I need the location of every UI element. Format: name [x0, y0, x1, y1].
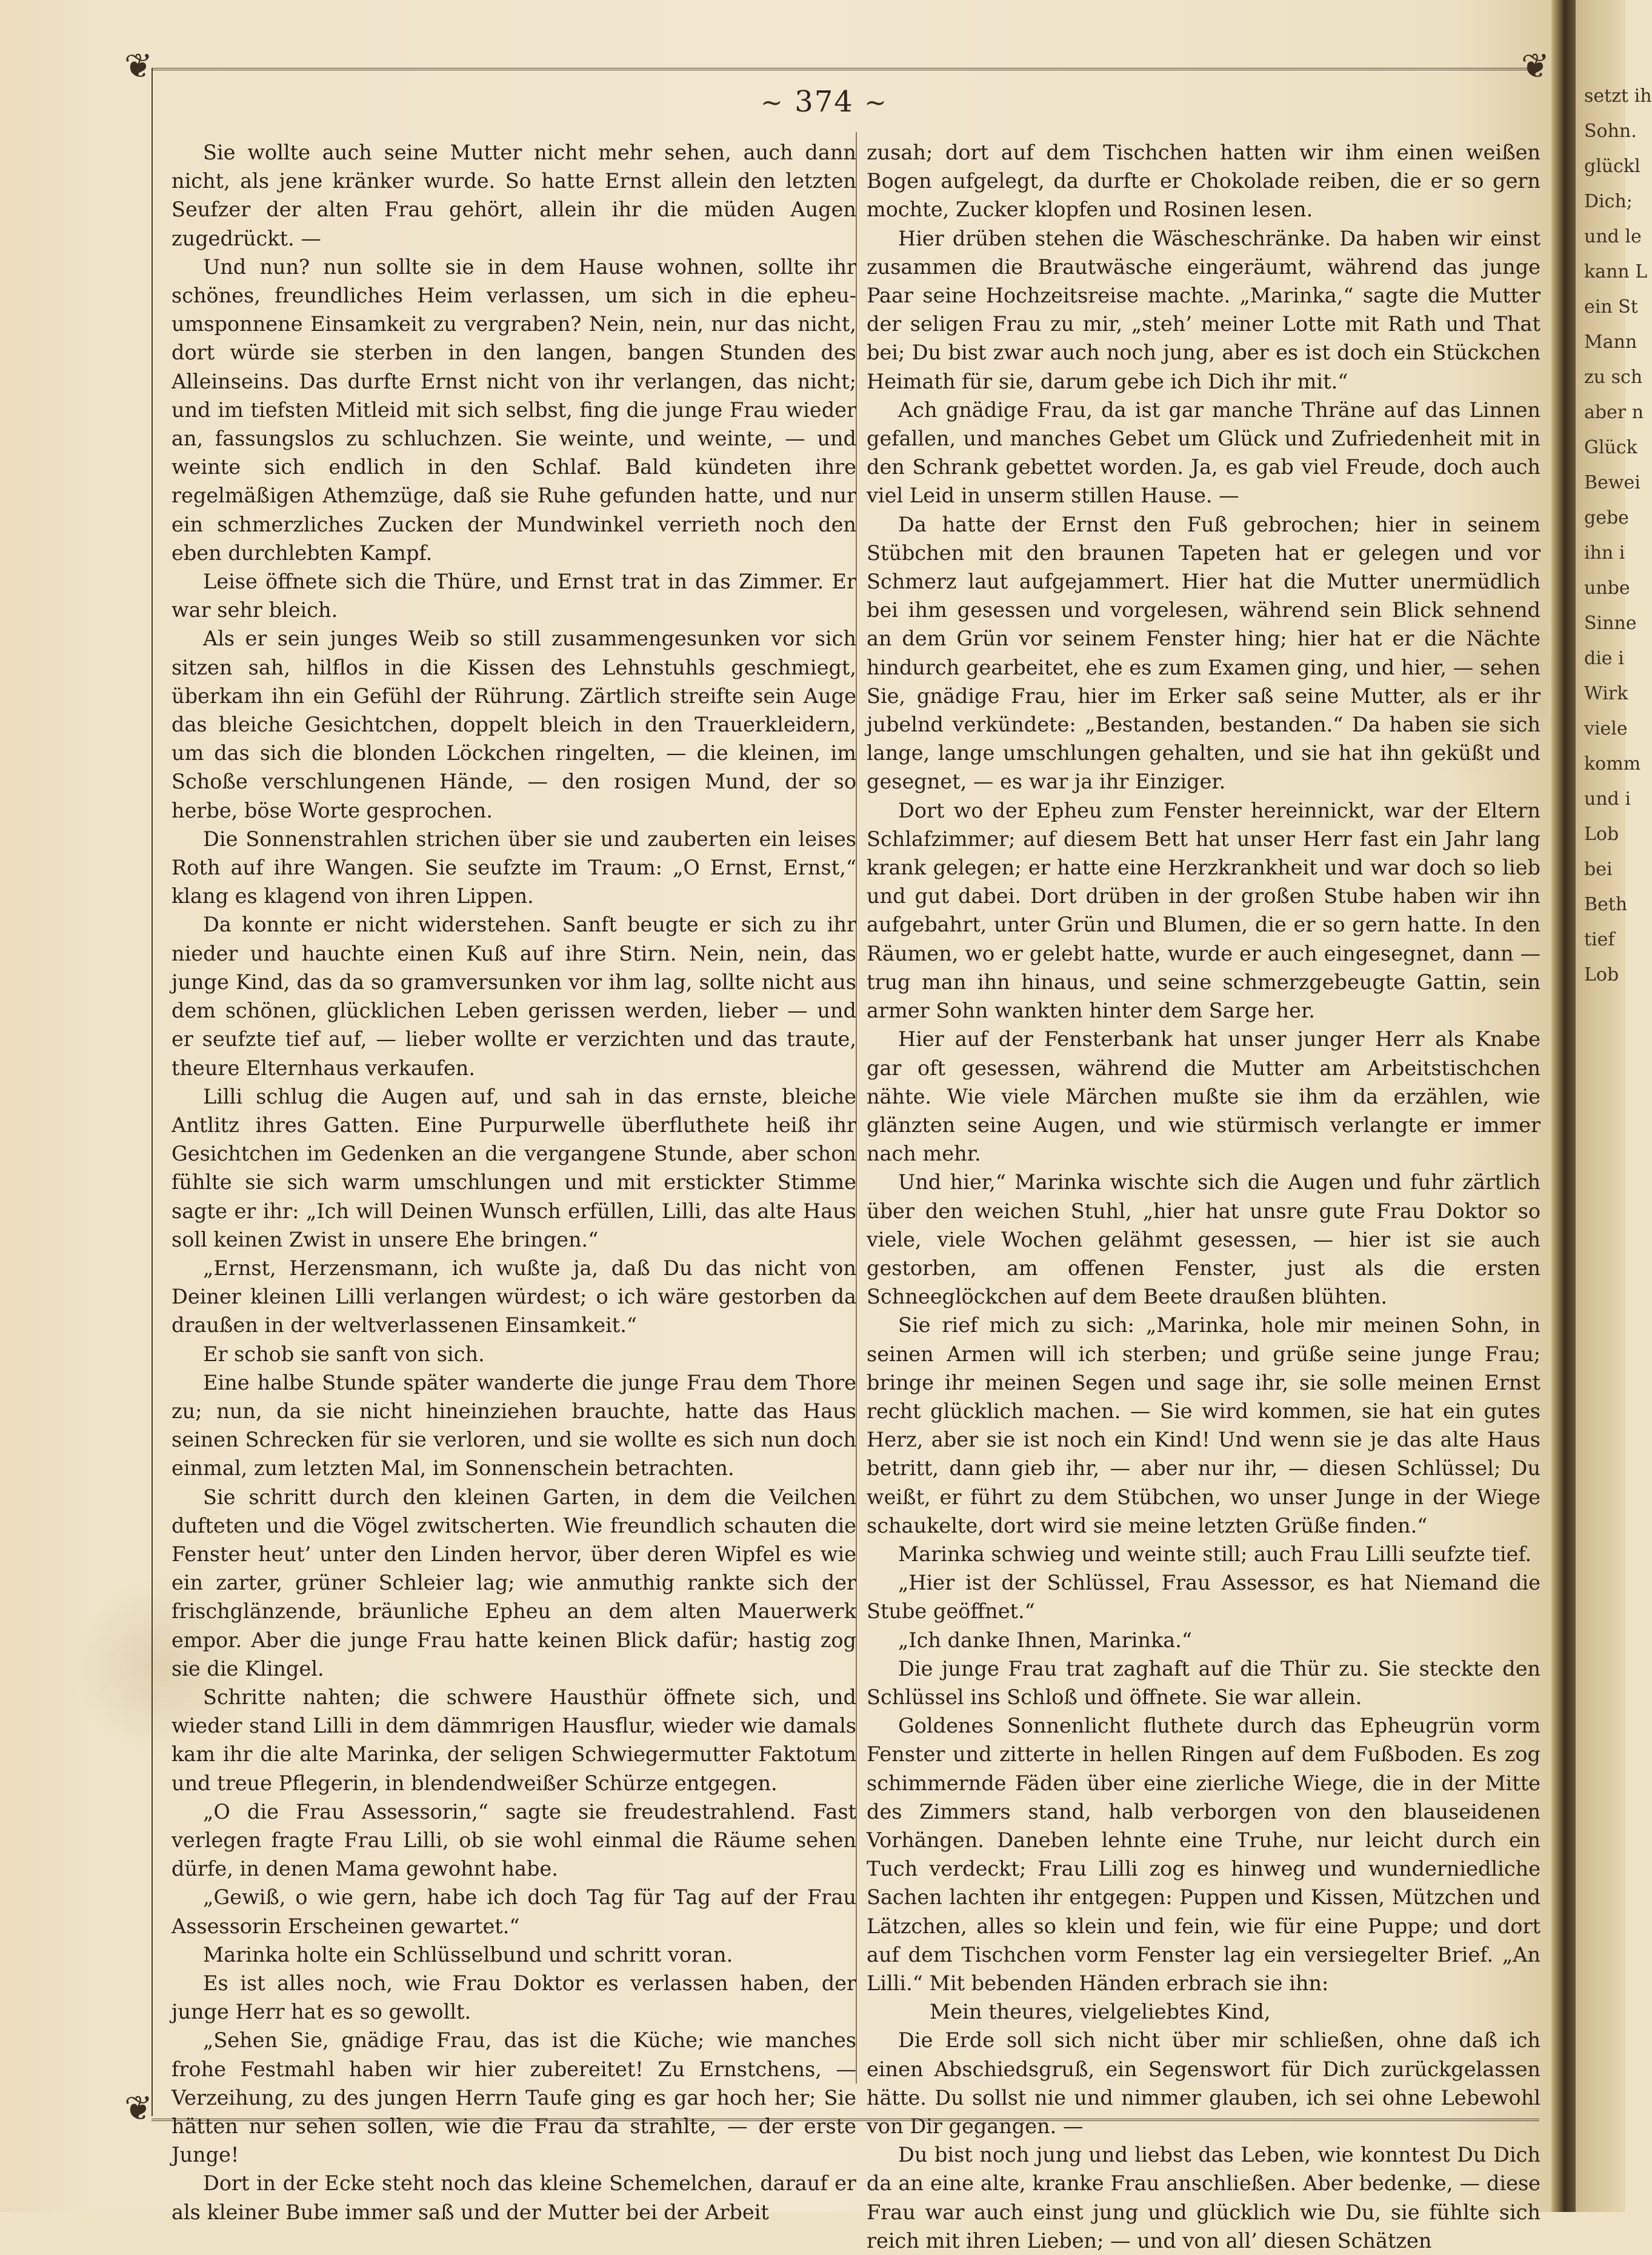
page-header — [727, 85, 921, 119]
adjacent-page-fragment: Wirk — [1584, 683, 1628, 704]
adjacent-page-fragment: und i — [1584, 788, 1631, 810]
adjacent-page-fragment: Mann — [1584, 331, 1637, 353]
paragraph: Da konnte er nicht widerstehen. Sanft beugte er sich zu ihr nieder und hauchte einen Kuß auf ihre Stirn. Nein, nein, das junge Kind, das da so gramversunken vor ihm lag, sollte nicht aus dem schönen, glücklichen Leben gerissen werden, lieber — und er seufzte tief auf, — lieber wollte er verzichten und das traute, theure Elternhaus verkaufen. — [172, 913, 856, 1080]
header-ornament-right-icon: ~ — [864, 87, 888, 118]
adjacent-page-fragment: Glück — [1584, 437, 1637, 458]
page-number: 374 — [794, 85, 854, 119]
paragraph: Da hatte der Ernst den Fuß gebrochen; hier in seinem Stübchen mit den braunen Tapeten hat er gelegen und vor Schmerz laut aufgejammert. Hier hat die Mutter unermüdlich bei ihm gesessen und vorgelesen, während sein Blick sehnend an dem Grün vor seinem Fenster hing; hier hat er die Nächte hindurch gearbeitet, ehe es zum Examen ging, und hier, — sehen Sie, gnädige Frau, hier im Erker saß seine Mutter, als er ihr jubelnd verkündete: „Bestanden, bestanden.“ Da haben sie sich lange, lange umschlungen gehalten, und sie hat ihn geküßt und gesegnet, — es war ja ihr Einziger. — [867, 512, 1540, 794]
right-text-column — [867, 138, 1540, 2255]
adjacent-page-fragment: kann L — [1584, 261, 1648, 282]
paragraph: Er schob sie sanft von sich. — [203, 1342, 485, 1366]
corner-ornament-icon: ❦ — [1521, 47, 1550, 86]
paragraph: Marinka holte ein Schlüsselbund und schritt voran. — [203, 1942, 733, 1967]
paragraph: Die junge Frau trat zaghaft auf die Thür zu. Sie steckte den Schlüssel ins Schloß und öffnete. Sie war allein. — [867, 1656, 1540, 1709]
adjacent-page-fragment: tief — [1584, 929, 1615, 950]
paragraph: Dort in der Ecke steht noch das kleine Schemelchen, darauf er als kleiner Bube immer saß und der Mutter bei der Arbeit — [172, 2171, 856, 2224]
paragraph: Als er sein junges Weib so still zusammengesunken vor sich sitzen sah, hilflos in die Kissen des Lehnstuhls geschmiegt, überkam ihn ein Gefühl der Rührung. Zärtlich streifte sein Auge das bleiche Gesichtchen, doppelt bleich in den Trauerkleidern, um das sich die blonden Löckchen ringelten, — die kleinen, im Schoße verschlungenen Hände, — den rosigen Mund, der so herbe, böse Worte gesprochen. — [172, 627, 856, 822]
adjacent-page-fragment: Dich; — [1584, 191, 1633, 212]
paragraph: „O die Frau Assessorin,“ sagte sie freudestrahlend. Fast verlegen fragte Frau Lilli, ob sie wohl einmal die Räume sehen dürfe, in denen Mama gewohnt habe. — [172, 1799, 856, 1881]
adjacent-page-fragment: zu sch — [1584, 367, 1643, 388]
adjacent-page-fragment: glückl — [1584, 156, 1640, 177]
paragraph: Sie rief mich zu sich: „Marinka, hole mir meinen Sohn, in seinen Armen will ich sterben; und grüße seine junge Frau; bringe ihr meinen Segen und sage ihr, sie solle meinen Ernst recht glücklich machen. — Sie wird kommen, sie hat ein gutes Herz, aber sie ist noch ein Kind! Und wenn sie je das alte Haus betritt, dann gieb ihr, — aber nur ihr, — diesen Schlüssel; Du weißt, er führt zu dem Stübchen, wo unser Junge in der Wiege schaukelte, dort wird sie meine letzten Grüße finden.“ — [867, 1313, 1540, 1537]
paragraph: zusah; dort auf dem Tischchen hatten wir ihm einen weißen Bogen aufgelegt, da durfte er Chokolade reiben, die er so gern mochte, Zucker klopfen und Rosinen lesen. — [867, 141, 1540, 222]
adjacent-page-edge — [1576, 0, 1652, 2212]
paragraph: Marinka schwieg und weinte still; auch Frau Lilli seufzte tief. — [898, 1542, 1532, 1566]
paragraph: Die Sonnenstrahlen strichen über sie und zauberten ein leises Roth auf ihre Wangen. Sie seufzte im Traum: „O Ernst, Ernst,“ klang es klagend von ihren Lippen. — [172, 827, 856, 908]
paragraph: Eine halbe Stunde später wanderte die junge Frau dem Thore zu; nun, da sie nicht hineinziehen brauchte, hatte das Haus seinen Schrecken für sie verloren, und sie wollte es sich nun doch einmal, zum letzten Mal, im Sonnenschein betrachten. — [172, 1370, 856, 1481]
adjacent-page-fragment: Sohn. — [1584, 121, 1637, 142]
paragraph: „Hier ist der Schlüssel, Frau Assessor, es hat Niemand die Stube geöffnet.“ — [867, 1571, 1540, 1624]
header-ornament-left-icon: ~ — [761, 87, 784, 118]
adjacent-page-fragment: ein St — [1584, 296, 1638, 318]
paragraph: Die Erde soll sich nicht über mir schließen, ohne daß ich einen Abschiedsgruß, ein Segenswort für Dich zurückgelassen hätte. Du sollst nie und nimmer glauben, ich sei ohne Lebewohl von Dir gegangen. — — [867, 2028, 1540, 2139]
paragraph: Hier auf der Fensterbank hat unser junger Herr als Knabe gar oft gesessen, während die Mutter am Arbeitstischchen nähte. Wie viele Märchen mußte sie ihm da erzählen, wie glänzten seine Augen, und wie stürmisch verlangte er immer nach mehr. — [867, 1027, 1540, 1166]
paragraph: Leise öffnete sich die Thüre, und Ernst trat in das Zimmer. Er war sehr bleich. — [172, 570, 856, 622]
adjacent-page-fragment: setzt ih — [1584, 85, 1652, 107]
paragraph: Sie schritt durch den kleinen Garten, in dem die Veilchen dufteten und die Vögel zwitscherten. Wie freundlich schauten die Fenster heut’ unter den Linden hervor, über deren Wipfel es wie ein zarter, grüner Schleier lag; wie anmuthig rankte sich der frischglänzende, bräunliche Epheu an dem alten Mauerwerk empor. Aber die junge Frau hatte keinen Blick dafür; hastig zog sie die Klingel. — [172, 1485, 856, 1680]
adjacent-page-fragment: Lob — [1584, 964, 1619, 985]
paragraph: Schritte nahten; die schwere Hausthür öffnete sich, und wieder stand Lilli in dem dämmrigen Hausflur, wieder wie damals kam ihr die alte Marinka, der seligen Schwiegermutter Faktotum und treue Pflegerin, in blendendweißer Schürze entgegen. — [172, 1685, 856, 1795]
adjacent-page-fragment: Sinne — [1584, 613, 1637, 634]
paragraph: Lilli schlug die Augen auf, und sah in das ernste, bleiche Antlitz ihres Gatten. Eine Purpurwelle überfluthete heiß ihr Gesichtchen im Gedenken an die vergangene Stunde, aber schon fühlte sie sich warm umschlungen und mit erstickter Stimme sagte er ihr: „Ich will Deinen Wunsch erfüllen, Lilli, das alte Haus soll keinen Zwist in unsere Ehe bringen.“ — [172, 1084, 856, 1251]
paragraph: „Sehen Sie, gnädige Frau, das ist die Küche; wie manches frohe Festmahl haben wir hier zubereitet! Zu Ernstchens, — Verzeihung, zu des jungen Herrn Taufe ging es gar hoch her; Sie hätten nur sehen sollen, wie die Frau da strahlte, — der erste Junge! — [172, 2028, 856, 2167]
adjacent-page-fragment: gebe — [1584, 507, 1629, 528]
paragraph: Sie wollte auch seine Mutter nicht mehr sehen, auch dann nicht, als jene kränker wurde. So hatte Ernst allein den letzten Seufzer der alten Frau gehört, allein ihr die müden Augen zugedrückt. — — [172, 141, 856, 250]
paragraph: Goldenes Sonnenlicht fluthete durch das Epheugrün vorm Fenster und zitterte in hellen Ringen auf dem Fußboden. Es zog schimmernde Fäden über eine zierliche Wiege, die in der Mitte des Zimmers stand, halb verborgen von den blauseidenen Vorhängen. Daneben lehnte eine Truhe, nur leicht durch ein Tuch verdeckt; Frau Lilli zog es hinweg und wunderniedliche Sachen lachten ihr entgegen: Puppen und Kissen, Mützchen und Lätzchen, alles so klein und fein, wie für eine Puppe; und dort auf dem Tischchen vorm Fenster lag ein versiegelter Brief. „An Lilli.“ Mit bebenden Händen erbrach sie ihn: — [867, 1714, 1540, 1995]
paragraph: Mein theures, vielgeliebtes Kind, — [930, 2000, 1271, 2024]
paragraph: „Ich danke Ihnen, Marinka.“ — [898, 1628, 1193, 1652]
book-spine — [1551, 0, 1576, 2212]
adjacent-page-fragment: Lob — [1584, 824, 1619, 845]
paragraph: Ach gnädige Frau, da ist gar manche Thräne auf das Linnen gefallen, und manches Gebet um Glück und Zufriedenheit mit in den Schrank gebettet worden. Ja, es gab viel Freude, doch auch viel Leid in unserm stillen Hause. — — [867, 398, 1540, 508]
corner-ornament-icon: ❦ — [124, 2089, 153, 2128]
adjacent-page-fragment: Beth — [1584, 894, 1628, 915]
paragraph: „Gewiß, o wie gern, habe ich doch Tag für Tag auf der Frau Assessorin Erscheinen gewartet.“ — [172, 1885, 856, 1938]
paragraph: „Ernst, Herzensmann, ich wußte ja, daß Du das nicht von Deiner kleinen Lilli verlangen würdest; o ich wäre gestorben da draußen in der weltverlassenen Einsamkeit.“ — [172, 1256, 856, 1337]
adjacent-page-fragment: ihn i — [1584, 542, 1625, 564]
paragraph: Hier drüben stehen die Wäscheschränke. Da haben wir einst zusammen die Brautwäsche eingeräumt, während das junge Paar seine Hochzeitsreise machte. „Marinka,“ sagte die Mutter der seligen Frau zu mir, „steh’ meiner Lotte mit Rath und That bei; Du bist zwar auch noch jung, aber es ist doch ein Stückchen Heimath für sie, darum gebe ich Dich ihr mit.“ — [867, 226, 1540, 393]
adjacent-page-fragment: bei — [1584, 859, 1613, 880]
adjacent-page-fragment: komm — [1584, 753, 1641, 774]
adjacent-page-fragment: Bewei — [1584, 472, 1640, 493]
adjacent-page-fragments — [1576, 0, 1652, 993]
left-text-column — [172, 138, 856, 2227]
adjacent-page-fragment: aber n — [1584, 402, 1644, 423]
adjacent-page-fragment: und le — [1584, 226, 1642, 247]
adjacent-page-fragment: viele — [1584, 718, 1628, 739]
adjacent-page-fragment: die i — [1584, 648, 1624, 669]
paragraph: Dort wo der Epheu zum Fenster hereinnickt, war der Eltern Schlafzimmer; auf diesem Bett hat unser Herr fast ein Jahr lang krank gelegen; er hatte eine Herzkrankheit und war doch so lieb und gut dabei. Dort drüben in der großen Stube haben wir ihn aufgebahrt, unter Grün und Blumen, die er so gern hatte. In den Räumen, wo er gelebt hatte, wurde er auch eingesegnet, dann — trug man ihn hinaus, und seine schmerzgebeugte Gattin, sein armer Sohn wankten hinter dem Sarge her. — [867, 798, 1540, 1023]
paragraph: Es ist alles noch, wie Frau Doktor es verlassen haben, der junge Herr hat es so gewollt. — [172, 1971, 856, 2024]
adjacent-page-fragment: unbe — [1584, 578, 1630, 599]
paragraph: Und nun? nun sollte sie in dem Hause wohnen, sollte ihr schönes, freundliches Heim verlassen, um sich in die epheu-umsponnene Einsamkeit zu vergraben? Nein, nein, nur das nicht, dort würde sie sterben in den langen, bangen Stunden des Alleinseins. Das durfte Ernst nicht von ihr verlangen, das nicht; und im tiefsten Mitleid mit sich selbst, fing die junge Frau wieder an, fassungslos zu schluchzen. Sie weinte, und weinte, — und weinte sich endlich in den Schlaf. Bald kündeten ihre regelmäßigen Athemzüge, daß sie Ruhe gefunden hatte, und nur ein schmerzliches Zucken der Mundwinkel verrieth noch den eben durchlebten Kampf. — [172, 255, 856, 565]
corner-ornament-icon: ❦ — [124, 47, 153, 86]
paragraph: Und hier,“ Marinka wischte sich die Augen und fuhr zärtlich über den weichen Stuhl, „hier hat unsre gute Frau Doktor so viele, viele Wochen gelähmt gesessen, — hier ist sie auch gestorben, am offenen Fenster, just als die ersten Schneeglöckchen auf dem Beete draußen blühten. — [867, 1170, 1540, 1309]
paragraph: Du bist noch jung und liebst das Leben, wie konntest Du Dich da an eine alte, kranke Frau anschließen. Aber bedenke, — diese Frau war auch einst jung und glücklich wie Du, sie fühlte sich reich mit ihren Lieben; — und von all’ diesen Schätzen — [867, 2143, 1540, 2253]
page-frame-left-rule — [152, 68, 155, 2116]
